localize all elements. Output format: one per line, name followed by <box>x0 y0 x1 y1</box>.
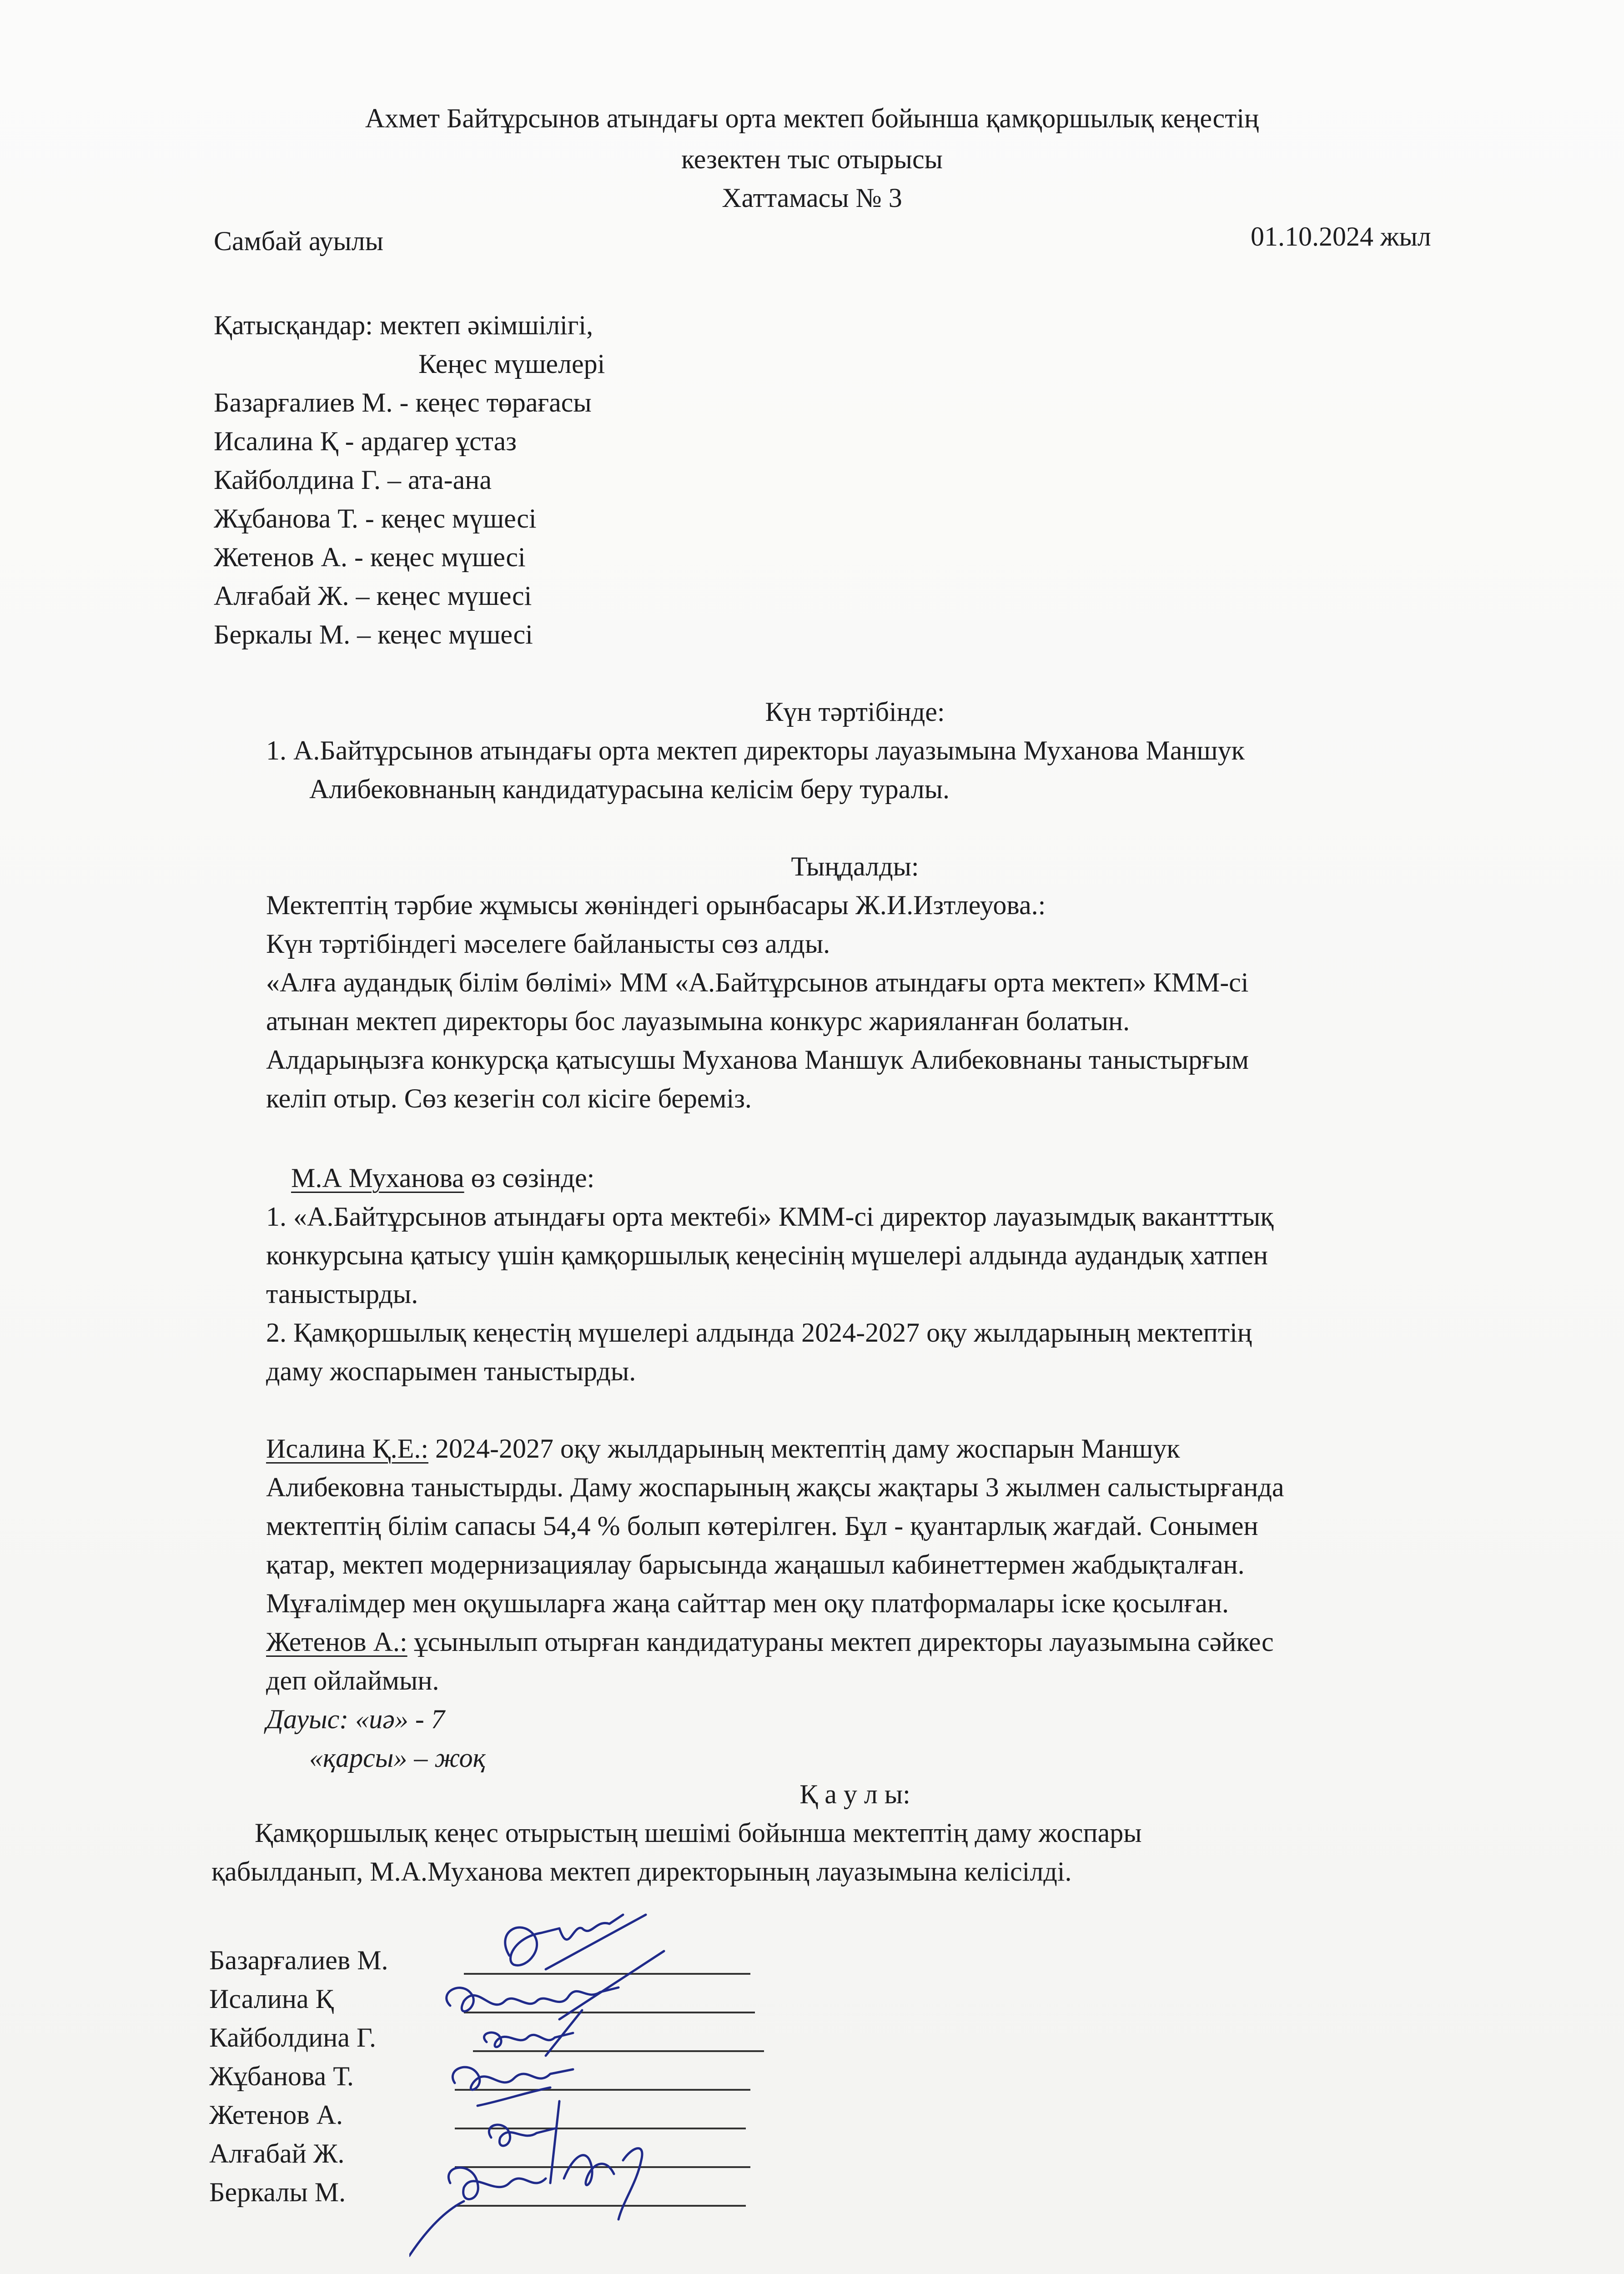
signatory-1: Базарғалиев М. <box>209 1945 388 1975</box>
title-line-3: Хаттамасы № 3 <box>722 183 902 213</box>
decision-line-2: қабылданып, М.А.Муханова мектеп директорының лауазымына келісілді. <box>211 1856 1072 1887</box>
isalina-line-1-rest: 2024-2027 оқу жылдарының мектептің даму жоспарын Маншук <box>428 1434 1180 1464</box>
isalina-name: Исалина Қ.Е.: <box>266 1434 428 1464</box>
isalina-line-3: мектептің білім сапасы 54,4 % болып көтерілген. Бұл - қуантарлық жағдай. Сонымен <box>266 1511 1258 1541</box>
listened-line-5: Алдарыңызға конкурсқа қатысушы Муханова Маншук Алибековнаны таныстырғым <box>266 1045 1249 1075</box>
vote-yes: Дауыс: «иә» - 7 <box>266 1704 445 1734</box>
listened-line-1: Мектептің тәрбие жұмысы жөніндегі орынбасары Ж.И.Изтлеуова.: <box>266 890 1046 920</box>
signatory-6: Алғабай Ж. <box>209 2138 345 2168</box>
place: Самбай ауылы <box>214 226 384 256</box>
mukhanova-line-2: конкурсына қатысу үшін қамқоршылық кеңесінің мүшелері алдында аудандық хатпен <box>266 1240 1268 1270</box>
title-line-1: Ахмет Байтұрсынов атындағы орта мектеп бойынша қамқоршылық кеңестің <box>365 103 1259 133</box>
member-1: Базарғалиев М. - кеңес төрағасы <box>214 387 592 418</box>
decision-line-1: Қамқоршылық кеңес отырыстың шешімі бойынша мектептің даму жоспары <box>255 1818 1142 1848</box>
mukhanova-line-1: 1. «А.Байтұрсынов атындағы орта мектебі» КММ-сі директор лауазымдық вакантттық <box>266 1202 1274 1232</box>
agenda-item-1-line-2: Алибековнаның кандидатурасына келісім беру туралы. <box>309 774 950 804</box>
mukhanova-line-5: даму жоспарымен таныстырды. <box>266 1356 636 1386</box>
isalina-line-5: Мұғалімдер мен оқушыларға жаңа сайттар мен оқу платформалары іске қосылған. <box>266 1588 1229 1618</box>
agenda-item-1-line-1: 1. А.Байтұрсынов атындағы орта мектеп директоры лауазымына Муханова Маншук <box>266 735 1245 765</box>
agenda-heading: Күн тәртібінде: <box>765 697 945 727</box>
zhetenov-line-2: деп ойлаймын. <box>266 1665 439 1695</box>
member-2: Исалина Қ - ардагер ұстаз <box>214 426 517 456</box>
member-4: Жұбанова Т. - кеңес мүшесі <box>214 503 537 533</box>
signatory-2: Исалина Қ <box>209 1984 334 2014</box>
title-line-2: кезектен тыс отырысы <box>681 144 943 174</box>
mukhanova-line-4: 2. Қамқоршылық кеңестің мүшелері алдында 2024-2027 оқу жылдарының мектептің <box>266 1318 1252 1348</box>
member-7: Беркалы М. – кеңес мүшесі <box>214 619 533 649</box>
handwritten-signatures <box>409 1865 773 2274</box>
member-3: Кайболдина Г. – ата-ана <box>214 465 492 495</box>
isalina-line-4: қатар, мектеп модернизациялау барысында жаңашыл кабинеттермен жабдықталған. <box>266 1550 1245 1580</box>
mukhanova-name: М.А Муханова <box>291 1163 464 1193</box>
zhetenov-line-1 <box>266 1628 1274 1655</box>
listened-line-6: келіп отыр. Сөз кезегін сол кісіге береміз. <box>266 1083 752 1113</box>
date: 01.10.2024 жыл <box>1251 221 1431 252</box>
mukhanova-line-3: таныстырды. <box>266 1279 418 1309</box>
member-6: Алғабай Ж. – кеңес мүшесі <box>214 581 532 611</box>
listened-heading: Тыңдалды: <box>791 851 919 881</box>
mukhanova-intro-rest: өз сөзінде: <box>464 1163 595 1193</box>
zhetenov-name: Жетенов А.: <box>266 1627 407 1657</box>
decision-heading: Қ а у л ы: <box>799 1779 910 1809</box>
member-5: Жетенов А. - кеңес мүшесі <box>214 542 526 572</box>
signatory-5: Жетенов А. <box>209 2100 343 2130</box>
listened-line-3: «Алға аудандық білім бөлімі» ММ «А.Байтұрсынов атындағы орта мектеп» КММ-сі <box>266 967 1249 997</box>
isalina-line-2: Алибековна таныстырды. Даму жоспарының жақсы жақтары 3 жылмен салыстырғанда <box>266 1472 1284 1502</box>
participants-subheading: Кеңес мүшелері <box>418 349 605 379</box>
mukhanova-intro <box>291 1164 594 1192</box>
signatory-7: Беркалы М. <box>209 2177 346 2207</box>
zhetenov-line-1-rest: ұсынылып отырған кандидатураны мектеп директоры лауазымына сәйкес <box>407 1627 1274 1657</box>
listened-line-2: Күн тәртібіндегі мәселеге байланысты сөз алды. <box>266 929 830 959</box>
vote-no: «қарсы» – жоқ <box>309 1743 486 1773</box>
signatory-3: Кайболдина Г. <box>209 2022 376 2053</box>
listened-line-4: атынан мектеп директоры бос лауазымына конкурс жарияланған болатын. <box>266 1006 1130 1036</box>
signatory-4: Жұбанова Т. <box>209 2061 354 2091</box>
isalina-line-1 <box>266 1435 1180 1462</box>
participants-heading: Қатысқандар: мектеп әкімшілігі, <box>214 310 593 340</box>
